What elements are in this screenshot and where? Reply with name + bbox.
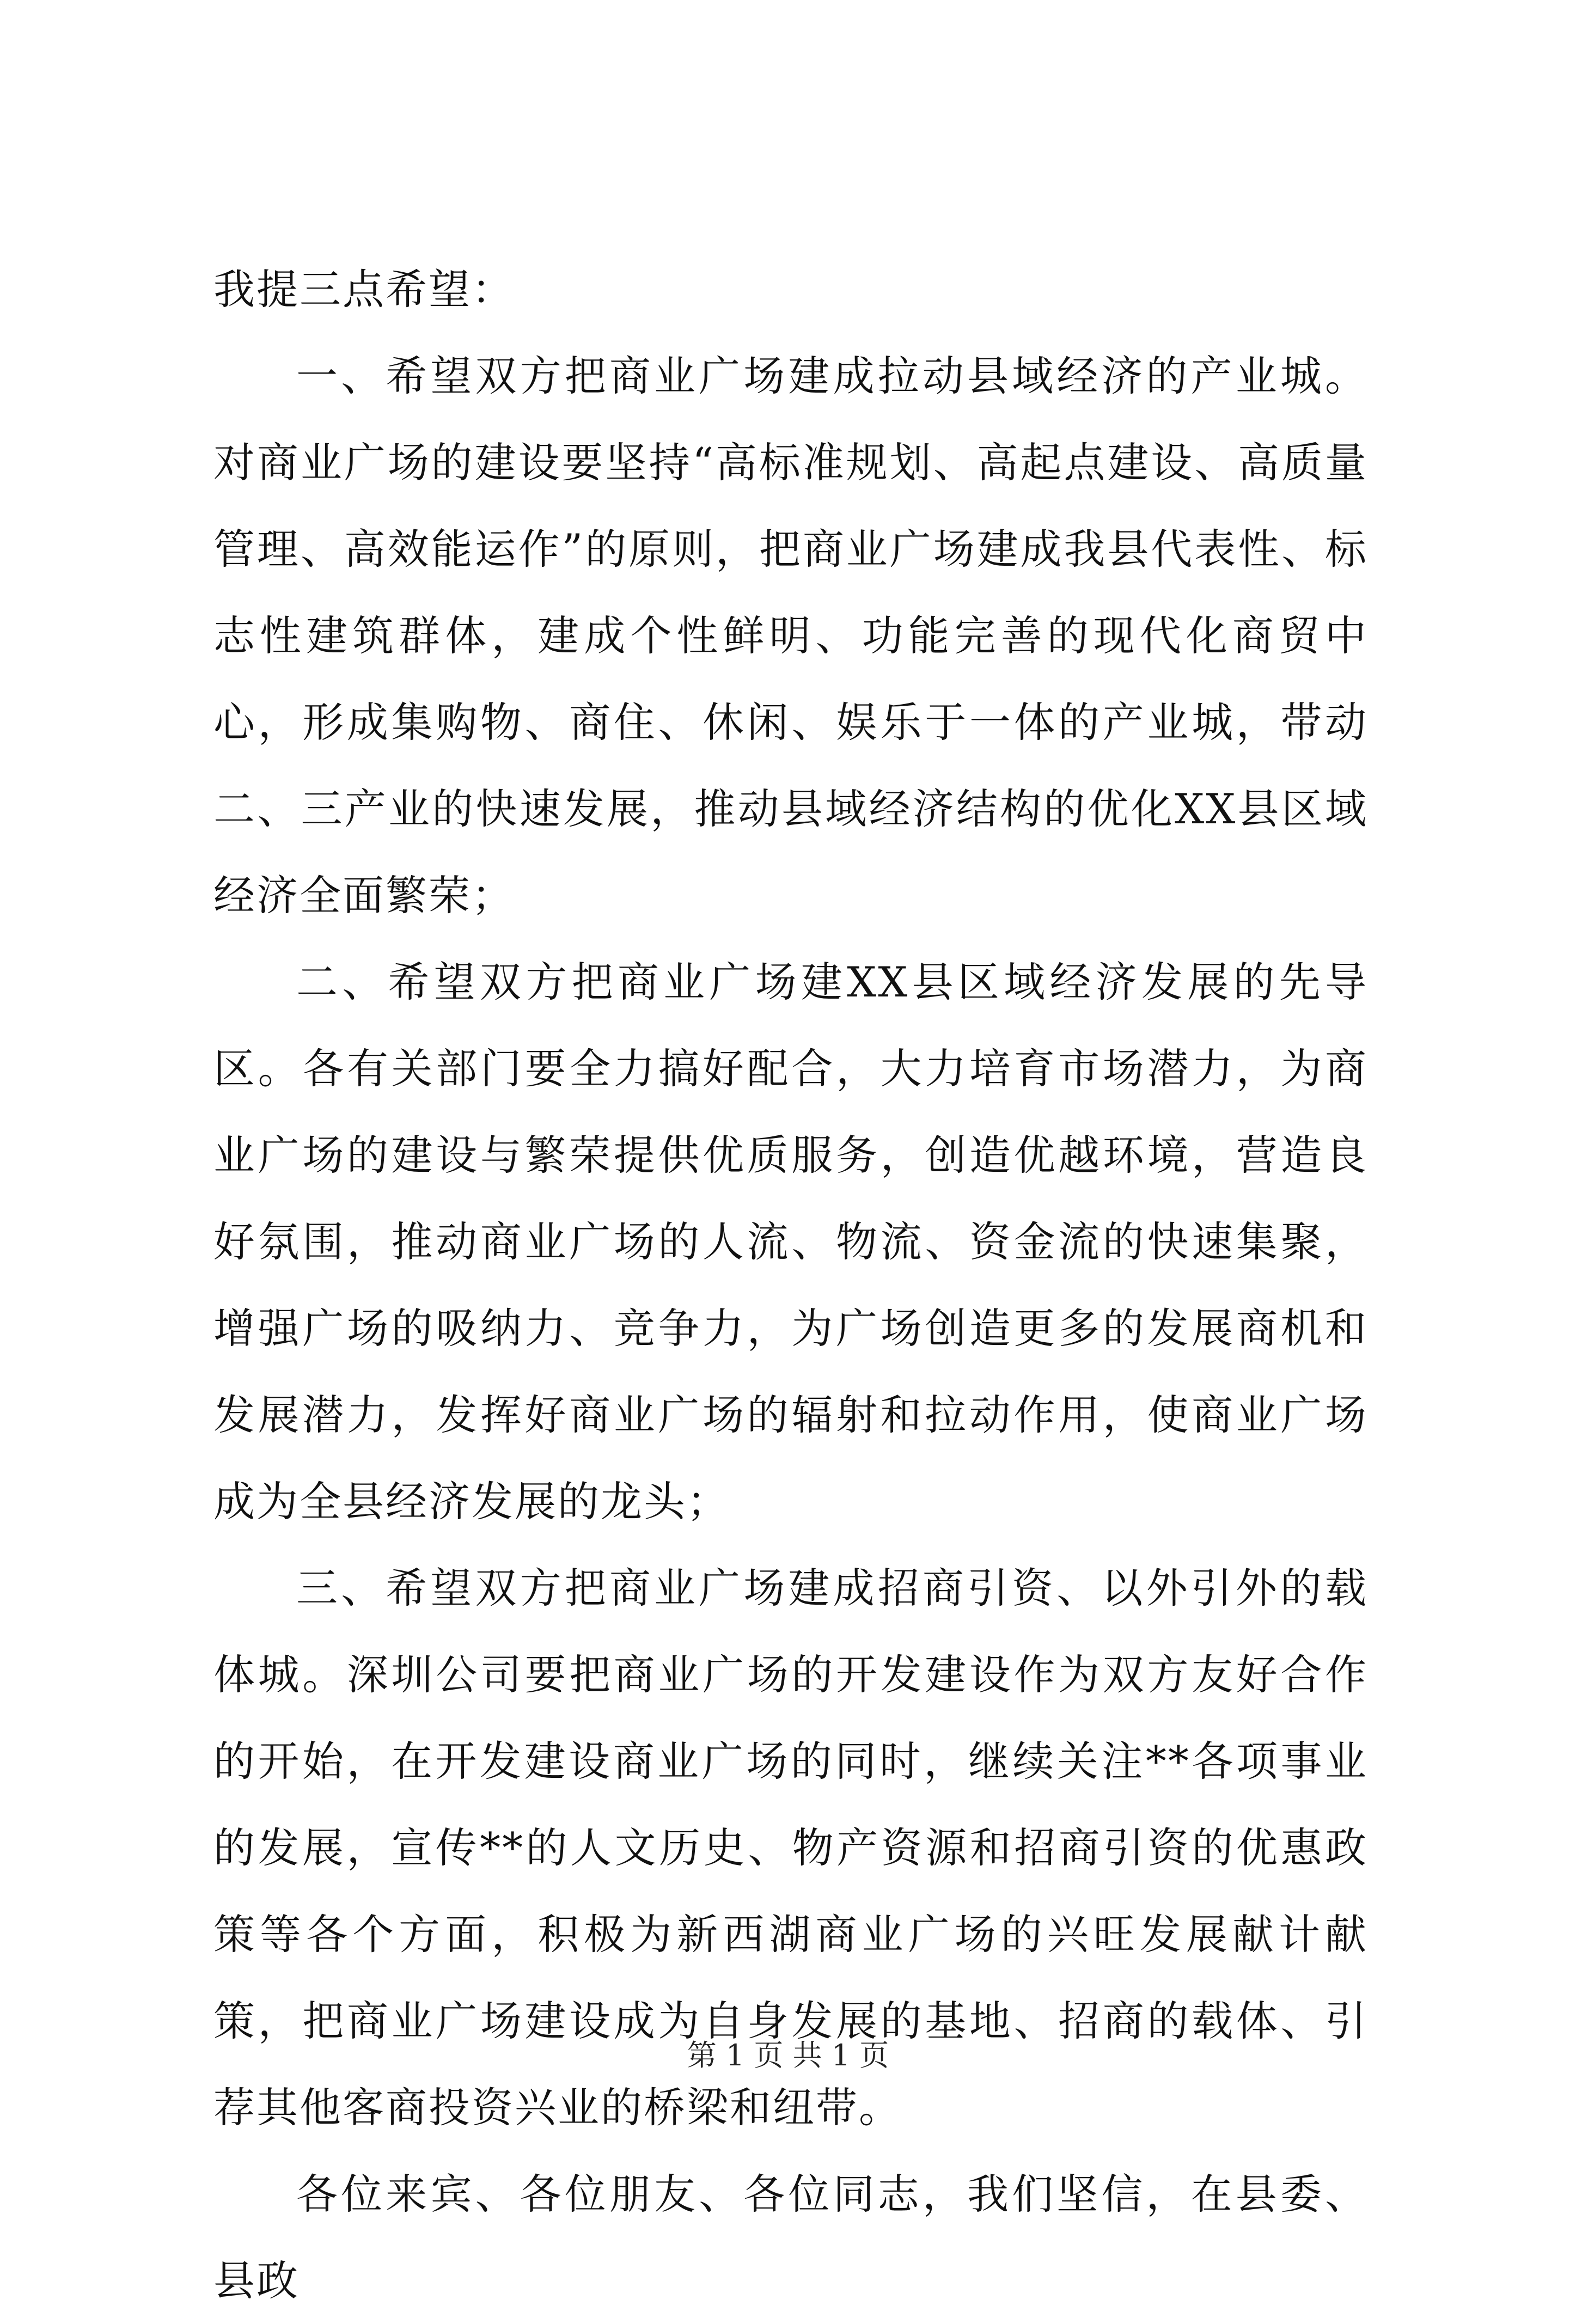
document-body bbox=[213, 246, 1368, 2324]
paragraph-closing: 各位来宾、各位朋友、各位同志，我们坚信，在县委、县政 bbox=[213, 2170, 1368, 2305]
paragraph-hope-3: 三、希望双方把商业广场建成招商引资、以外引外的载体城。深圳公司要把商业广场的开发建设作为双方友好合作的开始，在开发建设商业广场的同时，继续关注**各项事业的发展，宣传**的人文历史、物产资源和招商引资的优惠政策等各个方面，积极为新西湖商业广场的兴旺发展献计献策，把商业广场建设成为自身发展的基地、招商的载体、引荐其他客商投资兴业的桥梁和纽带。 bbox=[213, 1564, 1368, 2132]
page-footer: 第 1 页 共 1 页 bbox=[687, 2038, 889, 2072]
paragraph-hope-2: 二、希望双方把商业广场建XX县区域经济发展的先导区。各有关部门要全力搞好配合，大力培育市场潜力，为商业广场的建设与繁荣提供优质服务，创造优越环境，营造良好氛围，推动商业广场的人流、物流、资金流的快速集聚，增强广场的吸纳力、竞争力，为广场创造更多的发展商机和发展潜力，发挥好商业广场的辐射和拉动作用，使商业广场成为全县经济发展的龙头； bbox=[213, 958, 1368, 1526]
paragraph-intro: 我提三点希望： bbox=[213, 265, 515, 314]
paragraph-hope-1: 一、希望双方把商业广场建成拉动县域经济的产业城。对商业广场的建设要坚持“高标准规划、高起点建设、高质量管理、高效能运作”的原则，把商业广场建成我县代表性、标志性建筑群体，建成个性鲜明、功能完善的现代化商贸中心，形成集购物、商住、休闲、娱乐于一体的产业城，带动二、三产业的快速发展，推动县域经济结构的优化XX县区域经济全面繁荣； bbox=[213, 352, 1368, 920]
